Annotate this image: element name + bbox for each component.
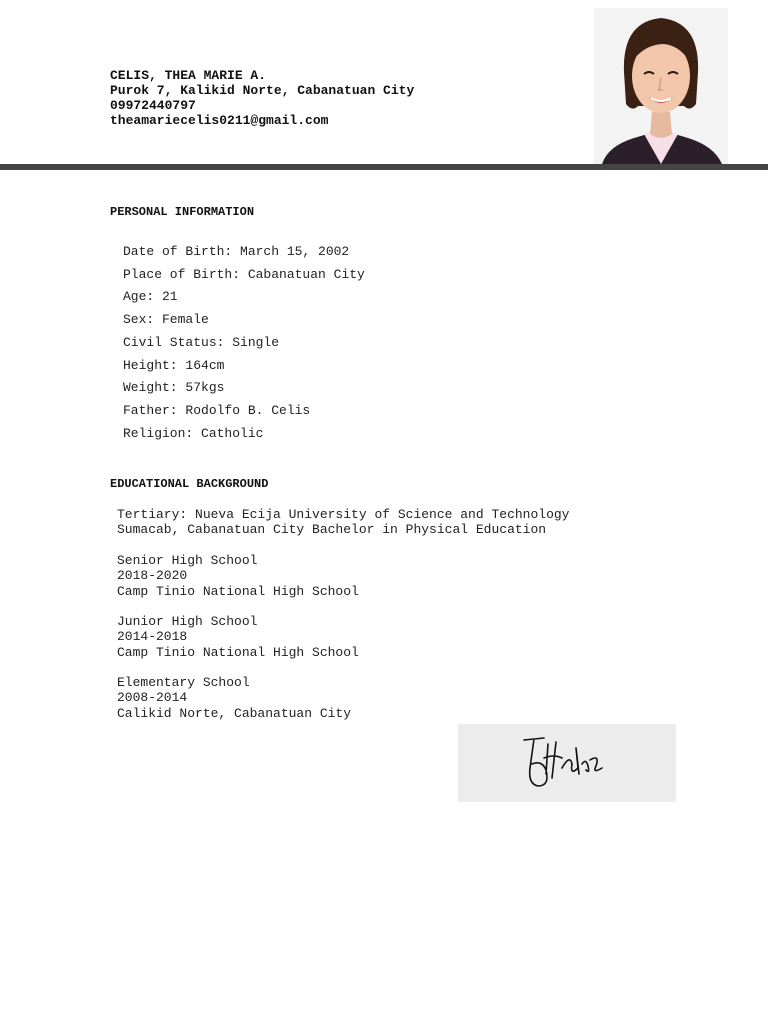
tertiary-line-2: Sumacab, Cabanatuan City Bachelor in Physical Education xyxy=(117,522,547,538)
education-school: Camp Tinio National High School xyxy=(117,583,359,599)
personal-info-item: Age: 21 xyxy=(123,289,178,305)
applicant-address: Purok 7, Kalikid Norte, Cabanatuan City xyxy=(110,83,415,98)
applicant-email: theamariecelis0211@gmail.com xyxy=(110,113,329,128)
education-school: Camp Tinio National High School xyxy=(117,644,359,660)
education-level: Elementary School xyxy=(117,675,250,690)
education-level: Senior High School xyxy=(117,553,258,568)
personal-info-item: Place of Birth: Cabanatuan City xyxy=(123,266,365,282)
personal-info-item: Sex: Female xyxy=(123,312,209,328)
education-years: 2018-2020 xyxy=(117,568,188,584)
education-school: Calikid Norte, Cabanatuan City xyxy=(117,705,352,721)
education-senior-high xyxy=(117,553,359,599)
portrait-image xyxy=(594,8,728,164)
handwritten-signature xyxy=(458,724,676,802)
tertiary-line-1: Tertiary: Nueva Ecija University of Science and Technology xyxy=(117,507,570,522)
personal-info-item: Father: Rodolfo B. Celis xyxy=(123,402,311,418)
personal-info-item: Weight: 57kgs xyxy=(123,380,225,396)
personal-info-item: Date of Birth: March 15, 2002 xyxy=(123,244,350,259)
personal-info-item: Religion: Catholic xyxy=(123,425,264,441)
education-tertiary xyxy=(117,507,569,538)
education-level: Junior High School xyxy=(117,614,258,629)
applicant-name: CELIS, THEA MARIE A. xyxy=(110,68,267,83)
profile-photo xyxy=(594,8,728,164)
personal-info-item: Height: 164cm xyxy=(123,357,225,373)
education-elementary xyxy=(117,675,351,721)
education-heading: EDUCATIONAL BACKGROUND xyxy=(110,477,269,491)
education-years: 2014-2018 xyxy=(117,629,188,645)
contact-header xyxy=(110,68,414,128)
education-years: 2008-2014 xyxy=(117,690,188,706)
personal-info-list xyxy=(123,241,365,445)
education-junior-high xyxy=(117,614,359,660)
personal-info-heading: PERSONAL INFORMATION xyxy=(110,205,255,219)
personal-info-item: Civil Status: Single xyxy=(123,334,280,350)
applicant-phone: 09972440797 xyxy=(110,98,196,113)
signature-image xyxy=(458,724,676,802)
header-divider xyxy=(0,164,768,170)
